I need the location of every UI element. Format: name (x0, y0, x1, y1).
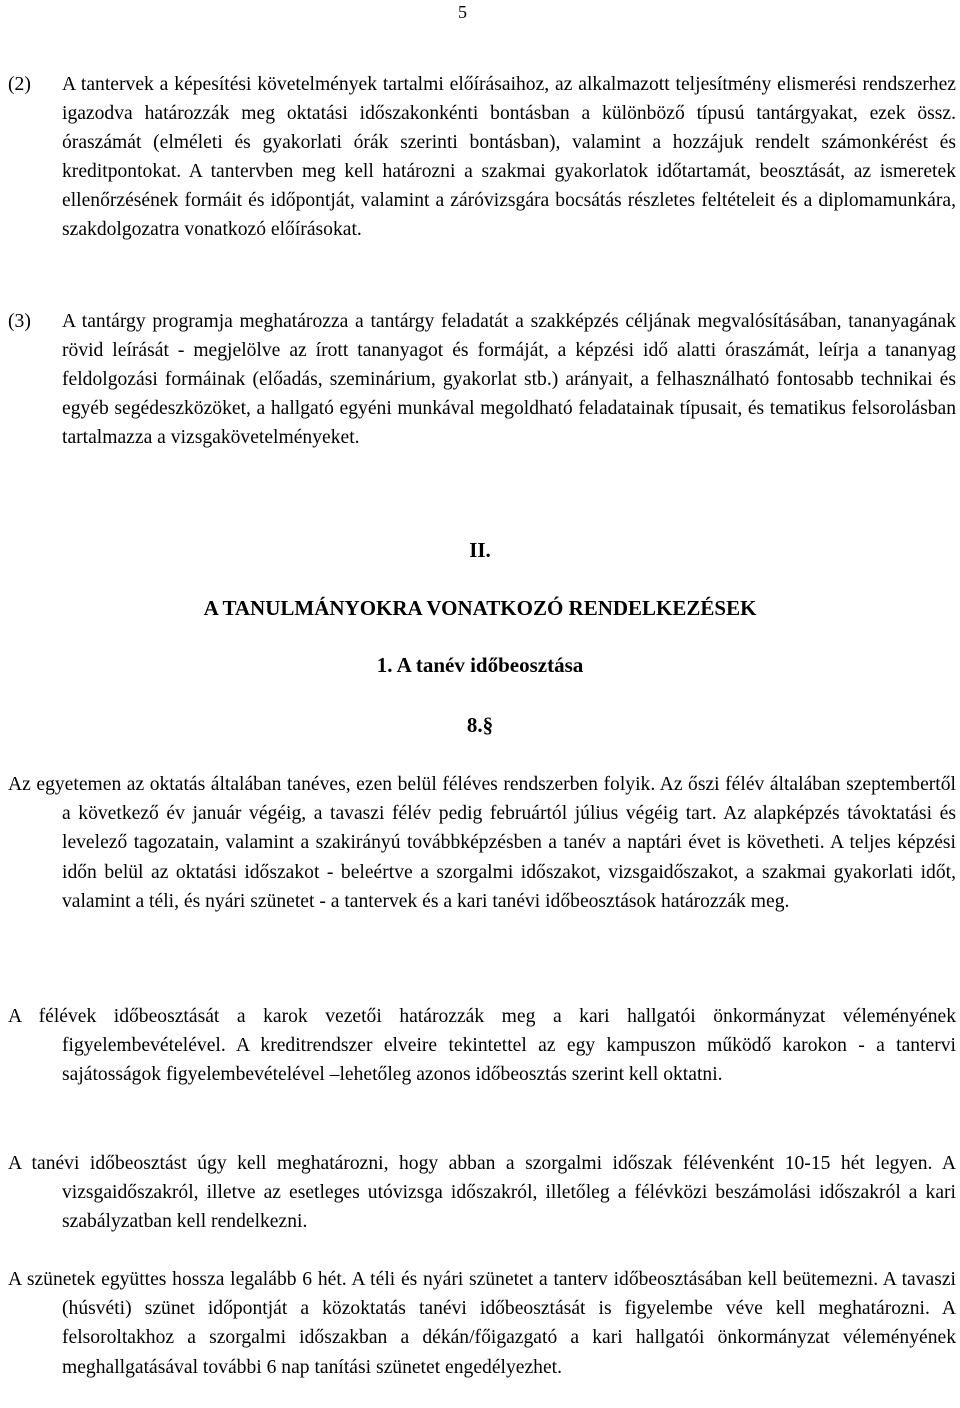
body-paragraph: A szünetek együttes hossza legalább 6 hét. A téli és nyári szünetet a tanterv időbeosztásában kell beütemezni. A tavaszi (húsvéti) szünet időpontját a közoktatás tanévi időbeosztását is figyelembe véve kell meghatározni. A felsoroltakhoz a szorgalmi időszakban a dékán/főigazgató a kari hallgatói önkormányzat véleményének meghallgatásával további 6 nap tanítási szünetet engedélyezhet. (8, 1269, 956, 1378)
numbered-paragraph (8, 70, 956, 244)
body-paragraph: A tanévi időbeosztást úgy kell meghatározni, hogy abban a szorgalmi időszak félévenként 10-15 hét legyen. A vizsgaidőszakról, illetve az esetleges utóvizsga időszakról, illetőleg a félévközi beszámolási időszakról a kari szabályzatban kell rendelkezni. (8, 1153, 956, 1233)
paragraph-number: (2) (8, 74, 31, 95)
section-numeral: II. (469, 538, 491, 562)
numbered-paragraph (8, 307, 956, 452)
paragraph-text: A tantárgy programja meghatározza a tantárgy feladatát a szakképzés céljának megvalósításában, tananyagának rövid leírását - megjelölve az írott tananyagot és formáját, a képzési idő alatti óraszámát, leírja a tananyag feldolgozási formáinak (előadás, szeminárium, gyakorlat stb.) arányait, a felhasználható fontosabb technikai és egyéb segédeszközöket, a hallgató egyéni munkával megoldható feladatainak típusait, és tematikus felsorolásban tartalmazza a vizsgakövetelményeket. (62, 311, 956, 448)
paragraph-mark: 8.§ (466, 713, 494, 737)
section-title: A TANULMÁNYOKRA VONATKOZÓ RENDELKEZÉSEK (203, 596, 757, 620)
paragraph-number: (3) (8, 311, 31, 332)
paragraph-text: A tantervek a képesítési követelmények tartalmi előírásaihoz, az alkalmazott teljesítmény elismerési rendszerhez igazodva határozzák meg oktatási időszakonkénti bontásban a különböző típusú tantárgyakat, ezek össz. óraszámát (elméleti és gyakorlati órák szerinti bontásban), valamint a hozzájuk rendelt számonkérést és kreditpontokat. A tantervben meg kell határozni a szakmai gyakorlatok időtartamát, beosztását, az ismeretek ellenőrzésének formáit és időpontját, valamint a záróvizsgára bocsátás részletes feltételeit és a diplomamunkára, szakdolgozatra vonatkozó előírásokat. (62, 74, 956, 240)
page-number: 5 (458, 2, 467, 22)
section-subtitle: 1. A tanév időbeosztása (376, 653, 584, 677)
body-paragraph: Az egyetemen az oktatás általában tanéves, ezen belül féléves rendszerben folyik. Az őszi félév általában szeptembertől a következő év január végéig, a tavaszi félév pedig februártól július végéig tart. Az alapképzés távoktatási és levelező tagozatain, valamint a szakirányú továbbképzésben a tanév a naptári évet is követheti. A teljes képzési időn belül az oktatási időszakot - beleértve a szorgalmi időszakot, vizsgaidőszakot, a szakmai gyakorlati időt, valamint a téli, és nyári szünetet - a tantervek és a kari tanévi időbeosztások határozzák meg. (8, 774, 956, 912)
body-paragraph: A félévek időbeosztását a karok vezetői határozzák meg a kari hallgatói önkormányzat véleményének figyelembevételével. A kreditrendszer elveire tekintettel az egy kampuszon működő karokon - a tantervi sajátosságok figyelembevételével –lehetőleg azonos időbeosztás szerint kell oktatni. (8, 1006, 956, 1086)
